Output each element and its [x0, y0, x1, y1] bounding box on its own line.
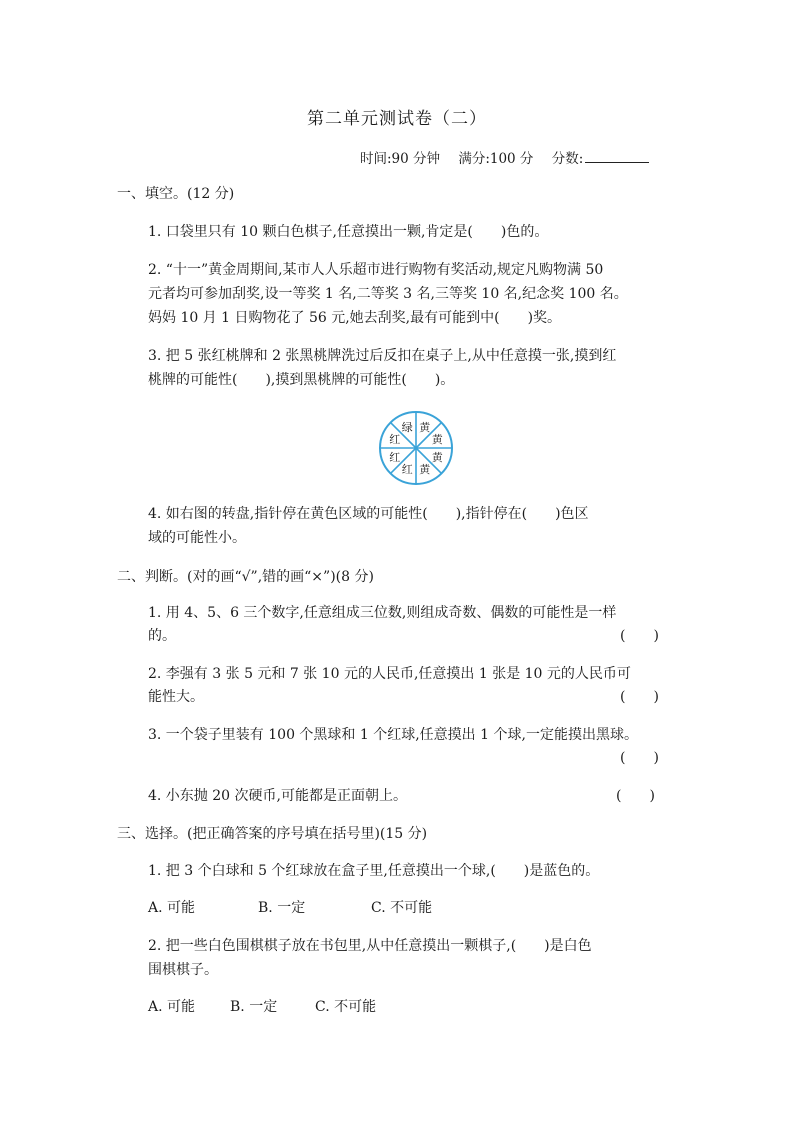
- spinner-sector-label: 红: [389, 433, 401, 447]
- s2-question-1-line-1: 1. 用 4、5、6 三个数字,任意组成三位数,则组成奇数、偶数的可能性是一样: [148, 605, 617, 621]
- s2-question-1-line-2: 的。: [148, 628, 176, 644]
- section-2-heading: 二、判断。(对的画“√”,错的画“×”)(8 分): [117, 569, 374, 585]
- s2-question-3-line-1: 3. 一个袋子里装有 100 个黑球和 1 个红球,任意摸出 1 个球,一定能摸出黑球。: [148, 727, 638, 743]
- s3-question-2-line-1: 2. 把一些白色围棋棋子放在书包里,从中任意摸出一颗棋子,( )是白色: [148, 938, 592, 954]
- full-score: 满分:100 分: [458, 151, 534, 167]
- score-label: 分数:: [551, 151, 584, 167]
- s3-q1-option-b[interactable]: B. 一定: [258, 900, 306, 916]
- s3-question-2-line-2: 围棋棋子。: [148, 962, 218, 978]
- s1-question-4-line-1: 4. 如右图的转盘,指针停在黄色区域的可能性( ),指针停在( )色区: [148, 506, 589, 522]
- spinner-sector-label: 黄: [431, 433, 443, 447]
- s3-q1-option-a[interactable]: A. 可能: [148, 900, 196, 916]
- score-blank: [585, 150, 649, 163]
- s2-question-2-line-1: 2. 李强有 3 张 5 元和 7 张 10 元的人民币,任意摸出 1 张是 10 元的人民币可: [148, 666, 631, 682]
- section-3-heading: 三、选择。(把正确答案的序号填在括号里)(15 分): [117, 826, 428, 842]
- s1-question-4-line-2: 域的可能性小。: [148, 530, 246, 546]
- spinner-sector-label: 绿: [401, 420, 413, 434]
- s3-q2-option-c[interactable]: C. 不可能: [315, 999, 377, 1015]
- spinner-svg: [375, 407, 457, 489]
- s1-question-2-line-2: 元者均可参加刮奖,设一等奖 1 名,二等奖 3 名,三等奖 10 名,纪念奖 100 名。: [148, 286, 628, 302]
- s3-q2-option-b[interactable]: B. 一定: [230, 999, 278, 1015]
- spinner-diagram: [375, 407, 457, 489]
- s1-question-2-line-1: 2. “十一”黄金周期间,某市人人乐超市进行购物有奖活动,规定凡购物满 50: [148, 262, 604, 278]
- s2-q1-answer-paren[interactable]: ( ): [620, 628, 659, 644]
- s1-question-3-line-1: 3. 把 5 张红桃牌和 2 张黑桃牌洗过后反扣在桌子上,从中任意摸一张,摸到红: [148, 348, 617, 364]
- s2-q3-answer-paren[interactable]: ( ): [620, 750, 659, 766]
- s2-q4-answer-paren[interactable]: ( ): [616, 788, 655, 804]
- time-limit: 时间:90 分钟: [360, 151, 441, 167]
- spinner-sector-label: 红: [401, 463, 413, 477]
- section-1-heading: 一、填空。(12 分): [117, 186, 235, 202]
- s3-q1-option-c[interactable]: C. 不可能: [371, 900, 433, 916]
- s2-q2-answer-paren[interactable]: ( ): [620, 689, 659, 705]
- spinner-sector-label: 黄: [419, 420, 431, 434]
- s1-question-1: 1. 口袋里只有 10 颗白色棋子,任意摸出一颗,肯定是( )色的。: [148, 224, 549, 240]
- s2-question-2-line-2: 能性大。: [148, 689, 204, 705]
- s3-q2-option-a[interactable]: A. 可能: [148, 999, 196, 1015]
- s3-question-1: 1. 把 3 个白球和 5 个红球放在盒子里,任意摸出一个球,( )是蓝色的。: [148, 863, 600, 879]
- exam-meta: [360, 147, 663, 167]
- spinner-sector-label: 红: [389, 450, 401, 464]
- s2-question-4: 4. 小东抛 20 次硬币,可能都是正面朝上。: [148, 788, 407, 804]
- page-title: 第二单元测试卷（二）: [307, 109, 487, 129]
- spinner-sector-label: 黄: [419, 463, 431, 477]
- s1-question-2-line-3: 妈妈 10 月 1 日购物花了 56 元,她去刮奖,最有可能到中( )奖。: [148, 310, 562, 326]
- s1-question-3-line-2: 桃牌的可能性( ),摸到黑桃牌的可能性( )。: [148, 372, 455, 388]
- spinner-sector-label: 黄: [431, 450, 443, 464]
